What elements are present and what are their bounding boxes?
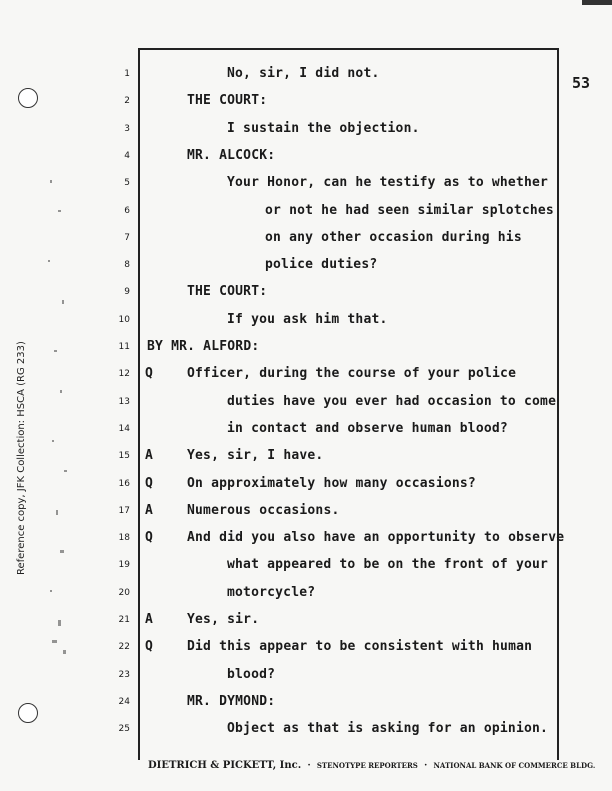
- line-number: 1: [124, 69, 130, 79]
- transcript-line: duties have you ever had occasion to come: [227, 393, 557, 409]
- page-border-right: [557, 48, 559, 760]
- transcript-line: Your Honor, can he testify as to whether: [227, 175, 549, 191]
- line-number: 8: [124, 260, 130, 271]
- transcript-line: And did you also have an opportunity to observe: [187, 530, 565, 546]
- binder-hole-top: [18, 88, 38, 108]
- line-number: 15: [118, 451, 130, 462]
- line-number: 16: [118, 478, 130, 489]
- line-number: 9: [124, 287, 130, 298]
- transcript-line: or not he had seen similar splotches: [265, 202, 554, 218]
- line-number: 24: [118, 696, 130, 707]
- footer-separator-2: ·: [420, 761, 431, 771]
- line-number: 13: [118, 396, 130, 407]
- line-number: 6: [124, 205, 130, 216]
- transcript-line: Yes, sir.: [187, 612, 260, 627]
- line-number: 23: [118, 669, 130, 680]
- page-border-top: [138, 48, 558, 50]
- transcript-line: motorcycle?: [227, 584, 316, 600]
- qa-marker: Q: [145, 366, 153, 382]
- binder-hole-bottom: [18, 703, 38, 723]
- line-number: 3: [124, 123, 130, 134]
- line-number: 5: [124, 178, 130, 189]
- line-number: 19: [118, 560, 130, 571]
- line-number: 18: [118, 533, 130, 544]
- transcript-line: Officer, during the course of your police: [187, 366, 517, 382]
- line-number: 2: [124, 96, 130, 107]
- line-number: 20: [118, 587, 130, 598]
- footer-address: NATIONAL BANK OF COMMERCE BLDG.: [433, 761, 596, 770]
- transcript-line: No, sir, I did not.: [227, 66, 380, 81]
- line-number: 22: [118, 642, 130, 653]
- line-number: 14: [118, 423, 130, 434]
- transcript-line: Did this appear to be consistent with human: [187, 639, 533, 655]
- transcript-line: If you ask him that.: [227, 311, 388, 327]
- footer-company: DIETRICH & PICKETT, Inc.: [148, 760, 302, 771]
- scan-noise-texture: [30, 170, 80, 670]
- transcript-line: police duties?: [265, 257, 378, 273]
- transcript-line: Yes, sir, I have.: [187, 448, 324, 464]
- footer-service: STENOTYPE REPORTERS: [316, 761, 418, 770]
- qa-marker: A: [145, 612, 153, 627]
- margin-stamp-text: Reference copy, JFK Collection: HSCA (RG 233): [16, 341, 27, 575]
- transcript-line: Numerous occasions.: [187, 502, 340, 518]
- page-border-left: [138, 48, 140, 760]
- transcript-line: THE COURT:: [187, 284, 268, 300]
- line-number: 21: [118, 615, 130, 625]
- transcript-line: blood?: [227, 666, 276, 682]
- qa-marker: Q: [145, 475, 153, 491]
- transcript-line: in contact and observe human blood?: [227, 420, 508, 436]
- qa-marker: Q: [145, 530, 153, 546]
- page-footer: [148, 760, 595, 771]
- footer-separator-1: ·: [304, 761, 314, 771]
- transcript-line: what appeared to be on the front of your: [227, 557, 549, 573]
- line-number: 10: [118, 314, 130, 325]
- left-margin: [0, 0, 100, 791]
- line-number: 25: [118, 724, 130, 735]
- transcript-line: THE COURT:: [187, 93, 268, 109]
- line-number: 17: [118, 505, 130, 516]
- transcript-line: MR. ALCOCK:: [187, 147, 276, 163]
- page-number: 53: [572, 74, 591, 92]
- line-number: 4: [124, 150, 130, 161]
- transcript-line: MR. DYMOND:: [187, 693, 276, 709]
- qa-marker: A: [145, 502, 153, 518]
- qa-marker: Q: [145, 639, 153, 655]
- qa-marker: A: [145, 448, 153, 464]
- line-number: 12: [118, 369, 130, 380]
- line-number: 7: [124, 232, 130, 243]
- transcript-line: BY MR. ALFORD:: [147, 339, 260, 354]
- scan-corner-mark: [582, 0, 612, 5]
- transcript-line: Object as that is asking for an opinion.: [227, 721, 549, 737]
- transcript-line: on any other occasion during his: [265, 229, 522, 245]
- transcript-line: I sustain the objection.: [227, 120, 420, 136]
- transcript-line: On approximately how many occasions?: [187, 475, 476, 491]
- line-number: 11: [118, 342, 130, 352]
